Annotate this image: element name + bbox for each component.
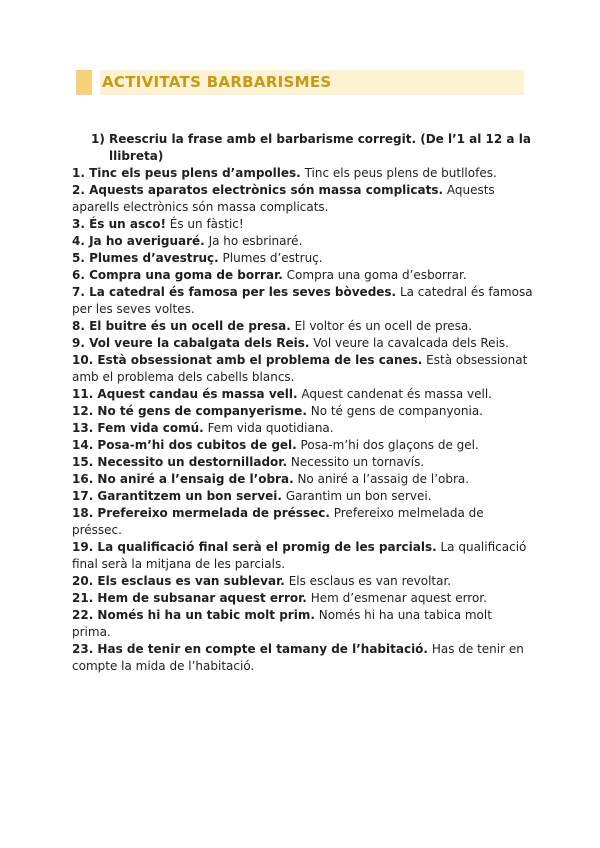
list-item [72,607,534,641]
list-item [72,539,534,573]
wrong-sentence: 22. Només hi ha un tabic molt prim. [72,608,315,622]
wrong-sentence: 1. Tinc els peus plens d’ampolles. [72,166,301,180]
wrong-sentence: 10. Està obsessionat amb el problema de les canes. [72,353,423,367]
correct-sentence: Vol veure la cavalcada dels Reis. [313,336,509,350]
list-item [72,250,534,267]
instruction-text: Reescriu la frase amb el barbarisme corregit. (De l’1 al 12 a la llibreta) [109,132,531,163]
wrong-sentence: 7. La catedral és famosa per les seves bòvedes. [72,285,397,299]
list-item [72,403,534,420]
correct-sentence: Ja ho esbrinaré. [208,234,303,248]
list-item [72,318,534,335]
correct-sentence: Fem vida quotidiana. [207,421,334,435]
correct-sentence: El voltor és un ocell de presa. [294,319,473,333]
exercise-list [72,165,534,675]
list-item [72,267,534,284]
list-item [72,471,534,488]
list-item [72,454,534,471]
list-item [72,233,534,250]
correct-sentence: Garantim un bon servei. [285,489,432,503]
wrong-sentence: 4. Ja ho averiguaré. [72,234,205,248]
title-marker [76,70,92,95]
page-title: ACTIVITATS BARBARISMES [102,73,332,91]
wrong-sentence: 23. Has de tenir en compte el tamany de l’habitació. [72,642,428,656]
correct-sentence: Hem d’esmenar aquest error. [310,591,487,605]
list-item [72,573,534,590]
list-item [72,165,534,182]
wrong-sentence: 13. Fem vida comú. [72,421,204,435]
instruction [91,131,531,165]
correct-sentence: La qualificació final serà la mitjana de les parcials. [72,540,527,571]
instruction-number: 1) [91,132,105,146]
list-item [72,505,534,539]
wrong-sentence: 14. Posa-m’hi dos cubitos de gel. [72,438,297,452]
wrong-sentence: 11. Aquest candau és massa vell. [72,387,298,401]
correct-sentence: Necessito un tornavís. [290,455,425,469]
correct-sentence: Els esclaus es van revoltar. [288,574,452,588]
correct-sentence: Plumes d’estruç. [222,251,323,265]
wrong-sentence: 6. Compra una goma de borrar. [72,268,283,282]
list-item [72,420,534,437]
wrong-sentence: 18. Prefereixo mermelada de préssec. [72,506,330,520]
wrong-sentence: 3. És un asco! [72,217,166,231]
wrong-sentence: 8. El buitre és un ocell de presa. [72,319,291,333]
wrong-sentence: 5. Plumes d’avestruç. [72,251,219,265]
wrong-sentence: 20. Els esclaus es van sublevar. [72,574,285,588]
list-item [72,216,534,233]
wrong-sentence: 2. Aquests aparatos electrònics són massa complicats. [72,183,444,197]
correct-sentence: És un fàstic! [169,217,244,231]
correct-sentence: No té gens de companyonia. [310,404,483,418]
list-item [72,182,534,216]
correct-sentence: La catedral és famosa per les seves voltes. [72,285,533,316]
correct-sentence: Només hi ha una tabica molt prima. [72,608,492,639]
list-item [72,641,534,675]
correct-sentence: Has de tenir en compte la mida de l’habitació. [72,642,524,673]
list-item [72,386,534,403]
list-item [72,284,534,318]
correct-sentence: Aquests aparells electrònics són massa complicats. [72,183,495,214]
wrong-sentence: 9. Vol veure la cabalgata dels Reis. [72,336,310,350]
correct-sentence: Està obsessionat amb el problema dels cabells blancs. [72,353,528,384]
correct-sentence: No aniré a l’assaig de l’obra. [297,472,470,486]
correct-sentence: Tinc els peus plens de butllofes. [304,166,497,180]
correct-sentence: Aquest candenat és massa vell. [301,387,492,401]
list-item [72,488,534,505]
list-item [72,590,534,607]
correct-sentence: Prefereixo melmelada de préssec. [72,506,484,537]
wrong-sentence: 19. La qualificació final serà el promig de les parcials. [72,540,437,554]
correct-sentence: Compra una goma d’esborrar. [286,268,467,282]
correct-sentence: Posa-m’hi dos glaçons de gel. [300,438,479,452]
wrong-sentence: 16. No aniré a l’ensaig de l’obra. [72,472,294,486]
title-bar [76,70,524,95]
list-item [72,335,534,352]
wrong-sentence: 12. No té gens de companyerisme. [72,404,307,418]
list-item [72,437,534,454]
wrong-sentence: 21. Hem de subsanar aquest error. [72,591,307,605]
wrong-sentence: 15. Necessito un destornillador. [72,455,288,469]
wrong-sentence: 17. Garantitzem un bon servei. [72,489,282,503]
list-item [72,352,534,386]
